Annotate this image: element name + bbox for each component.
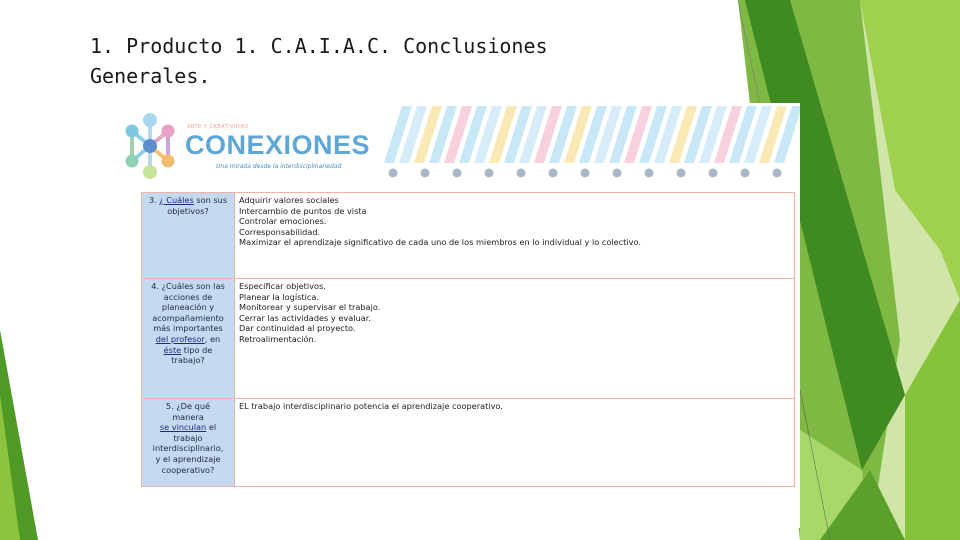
underlined-term: del profesor bbox=[155, 333, 205, 344]
answer-line: Adquirir valores sociales bbox=[239, 195, 339, 205]
brand-name: CONEXIONES bbox=[185, 130, 371, 160]
question-line bbox=[146, 465, 230, 476]
answer-cell bbox=[235, 399, 795, 487]
question-text: 5. ¿De qué bbox=[165, 401, 211, 411]
question-cell bbox=[142, 399, 235, 487]
slide-title-line: Generales. bbox=[90, 64, 211, 88]
qa-table bbox=[141, 192, 795, 487]
answer-line: Dar continuidad al proyecto. bbox=[239, 323, 356, 334]
underlined-term: se vinculan bbox=[159, 422, 207, 433]
answer-line: Corresponsabilidad. bbox=[239, 226, 321, 237]
question-line bbox=[146, 195, 230, 206]
question-line bbox=[146, 345, 230, 356]
answer-cell bbox=[235, 193, 795, 279]
qa-table-body bbox=[142, 193, 795, 487]
question-text: planeación y bbox=[161, 302, 215, 313]
slide-title-line: 1. Producto 1. C.A.I.A.C. Conclusiones bbox=[90, 34, 548, 58]
answer-line: Cerrar las actividades y evaluar. bbox=[239, 312, 371, 323]
answer-line: Monitorear y supervisar el trabajo. bbox=[239, 302, 381, 313]
question-line bbox=[146, 443, 230, 454]
brand-tagline: ARTE Y CREATIVIDAD bbox=[187, 124, 249, 130]
question-text: y el aprendizaje bbox=[155, 453, 221, 464]
question-text: 3. bbox=[148, 195, 160, 205]
answer-line: Planear la logística. bbox=[239, 291, 319, 302]
document-image bbox=[112, 103, 800, 528]
question-text: más importantes bbox=[153, 323, 223, 334]
answer-line: Retroalimentación. bbox=[239, 333, 317, 344]
question-line bbox=[146, 302, 230, 313]
dot-row bbox=[389, 169, 782, 178]
question-text: manera bbox=[172, 411, 204, 422]
question-text: trabajo bbox=[173, 432, 203, 443]
question-line bbox=[146, 454, 230, 465]
underlined-term: éste bbox=[163, 344, 182, 355]
answer-line: Especificar objetivos. bbox=[239, 281, 326, 291]
answer-line: EL trabajo interdisciplinario potencia el aprendizaje cooperativo. bbox=[239, 401, 503, 411]
question-text: cooperativo? bbox=[161, 464, 215, 475]
question-text: trabajo? bbox=[171, 355, 205, 366]
question-text: 4. ¿Cuáles son las bbox=[151, 281, 225, 291]
table-row bbox=[142, 193, 795, 279]
table-row bbox=[142, 399, 795, 487]
slide-title bbox=[90, 31, 690, 91]
table-row bbox=[142, 279, 795, 399]
question-cell bbox=[142, 279, 235, 399]
stripe-pattern bbox=[384, 106, 800, 163]
question-line bbox=[146, 401, 230, 412]
question-text: acompañamiento bbox=[152, 312, 224, 323]
answer-line: Intercambio de puntos de vista bbox=[239, 205, 367, 216]
question-line bbox=[146, 412, 230, 423]
question-line bbox=[146, 313, 230, 324]
question-line bbox=[146, 206, 230, 217]
question-cell bbox=[142, 193, 235, 279]
conexiones-banner bbox=[112, 103, 800, 189]
question-text: objetivos? bbox=[167, 205, 209, 216]
question-text: el bbox=[206, 422, 217, 433]
question-line bbox=[146, 323, 230, 334]
brand-subtitle: Una mirada desde la interdisciplinariedad bbox=[216, 163, 342, 170]
question-line bbox=[146, 292, 230, 303]
question-text: , en bbox=[204, 333, 221, 344]
underlined-term: ¿ Cuáles bbox=[159, 195, 194, 205]
question-line bbox=[146, 281, 230, 292]
question-line bbox=[146, 433, 230, 444]
question-line bbox=[146, 334, 230, 345]
question-line bbox=[146, 422, 230, 433]
question-text: interdisciplinario, bbox=[152, 443, 224, 454]
question-text: son sus bbox=[193, 195, 228, 205]
answer-line: Maximizar el aprendizaje significativo de cada uno de los miembros en lo individual y lo colectivo. bbox=[239, 237, 641, 248]
answer-line: Controlar emociones. bbox=[239, 216, 327, 227]
molecule-logo-icon bbox=[126, 113, 175, 179]
question-text: acciones de bbox=[163, 291, 213, 302]
answer-cell bbox=[235, 279, 795, 399]
question-text: tipo de bbox=[181, 344, 213, 355]
question-line bbox=[146, 355, 230, 366]
